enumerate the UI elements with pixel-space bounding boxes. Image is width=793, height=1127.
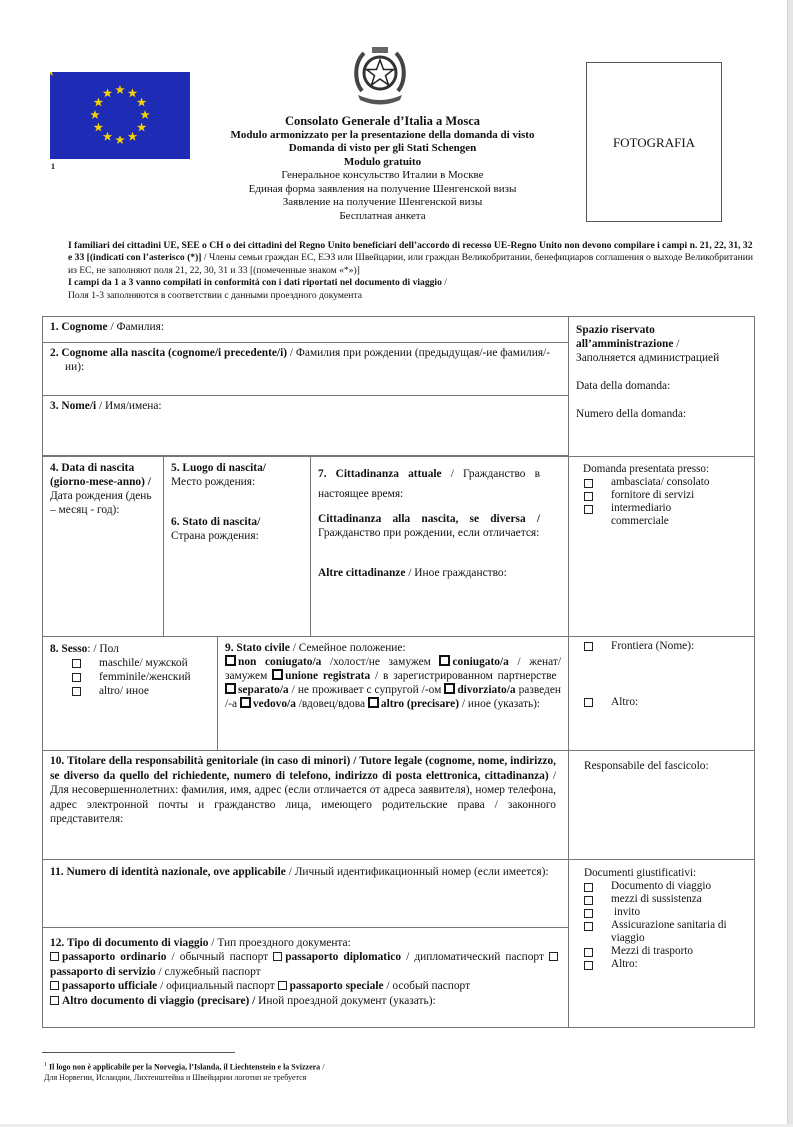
field-label: 1. Cognome [50, 321, 108, 333]
checkbox-icon[interactable] [584, 883, 593, 892]
field-label: 12. Tipo di documento di viaggio [50, 937, 209, 949]
consulate-name-ru: Генеральное консульство Италии в Москве [281, 169, 484, 181]
option-label: mezzi di sussistenza [611, 893, 702, 905]
field-2-surname-at-birth[interactable] [42, 342, 569, 396]
checkbox-other[interactable] [368, 697, 379, 708]
option-label: passaporto ufficiale [62, 980, 158, 993]
field-label-ru: / Гражданство в настоящее время: [318, 468, 540, 500]
form-title-ru: Единая форма заявления на получение Шенгенской визы [248, 182, 517, 195]
option-label-ru: / служебный паспорт [155, 965, 261, 978]
consulate-name: Consolato Generale d’Italia a Mosca [284, 114, 481, 128]
field-label: 5. Luogo di nascita/ [171, 462, 266, 474]
option-border[interactable] [584, 639, 746, 653]
field-label-ru: / Семейное положение: [289, 642, 406, 654]
field-11-national-id[interactable] [42, 859, 569, 928]
option-male[interactable] [72, 656, 210, 670]
checkbox-icon[interactable] [584, 505, 593, 514]
option-female[interactable] [72, 670, 210, 684]
checkbox-icon[interactable] [584, 948, 593, 957]
field-5-6-birthplace[interactable] [163, 456, 311, 637]
field-4-date-of-birth[interactable] [42, 456, 164, 637]
option-label: separato/a [238, 684, 289, 696]
intro-note-2: I campi da 1 a 3 vanno compilati in conformità con i dati riportati nel documento di viaggio [68, 277, 442, 289]
doc-travel-document[interactable] [584, 880, 746, 893]
field-5-place-of-birth[interactable] [171, 461, 303, 489]
field-label: 9. Stato civile [225, 642, 290, 654]
checkbox-icon[interactable] [584, 479, 593, 488]
doc-means-of-subsistence[interactable] [584, 893, 746, 906]
file-officer-label: Responsabile del fascicolo: [584, 760, 709, 772]
separator: / [673, 338, 680, 350]
checkbox-diplomatic-passport[interactable] [273, 952, 282, 961]
option-label: femminile/женский [99, 671, 191, 683]
field-label: 6. Stato di nascita/ [171, 516, 261, 528]
option-label-ru: /холост/не замужем [321, 656, 440, 668]
footnote [44, 1060, 324, 1084]
checkbox-icon[interactable] [584, 922, 593, 931]
field-label-ru: / Фамилия: [107, 321, 164, 333]
admin-supporting-documents [568, 859, 755, 1028]
option-label-ru: / иное (указать): [459, 698, 541, 710]
field-label: 8. Sesso [50, 643, 88, 655]
intro-note-1-ru: / Члены семьи граждан ЕС, ЕЭЗ или Швейцарии, или граждан Великобритании, бенефициаров соглашения о выходе Великобритании из ЕС, не заполняют поля 21, 22, 30, 31 и 33 [(помеченные знаком «*»)] [68, 252, 753, 276]
intro-note-2-ru: Поля 1-3 заполняются в соответствии с данными проездного документа [68, 289, 362, 301]
field-label-ru: / Личный идентификационный номер (если имеется): [285, 866, 549, 878]
option-admin-other[interactable] [584, 695, 746, 709]
checkbox-registered-partnership[interactable] [272, 669, 283, 680]
doc-other[interactable] [584, 958, 746, 971]
checkbox-icon[interactable] [584, 698, 593, 707]
photo-label: FOTOGRAFIA [612, 135, 696, 150]
doc-means-of-transport[interactable] [584, 945, 746, 958]
admin-submitted-at [568, 456, 755, 637]
separator: / [320, 1062, 325, 1072]
checkbox-service-passport[interactable] [549, 952, 558, 961]
checkbox-ordinary-passport[interactable] [50, 952, 59, 961]
option-label: coniugato/a [452, 656, 509, 668]
option-label: maschile/ мужской [99, 657, 188, 669]
field-1-surname[interactable] [42, 316, 569, 343]
option-label: divorziato/a [457, 684, 516, 696]
submitted-at-options [584, 476, 746, 528]
application-number-label: Numero della domanda: [576, 408, 687, 420]
field-label-ru: Гражданство при рождении, если отличается: [318, 527, 540, 539]
checkbox-separated[interactable] [225, 683, 236, 694]
admin-title-ru: Заполняется администрацией [576, 352, 720, 364]
field-12-travel-document-type [42, 927, 569, 1028]
field-8-sex [42, 636, 218, 751]
form-title: Modulo armonizzato per la presentazione della domanda di visto [230, 128, 535, 141]
intro-notes [50, 240, 755, 302]
option-label: Altro: [611, 696, 639, 708]
field-label: Cittadinanza alla nascita, se diversa / [318, 513, 540, 525]
checkbox-icon[interactable] [584, 492, 593, 501]
option-label: fornitore di servizi [611, 489, 695, 501]
field-label-ru: Место рождения: [171, 476, 256, 488]
field-label-ru: / Фамилия при рождении (предыдущая/-ие фамилия/-ии): [65, 347, 551, 373]
option-label: Assicurazione sanitaria di viaggio [611, 919, 727, 944]
footnote-divider [42, 1052, 235, 1053]
option-other[interactable] [72, 684, 210, 698]
italian-emblem-icon [350, 43, 410, 109]
checkbox-special-passport[interactable] [278, 981, 287, 990]
option-label-ru: / особый паспорт [383, 980, 471, 993]
checkbox-official-passport[interactable] [50, 981, 59, 990]
option-service-provider[interactable] [584, 489, 746, 502]
field-label-ru: Дата рождения (день – месяц - год): [50, 490, 152, 516]
option-label: altro (precisare) [380, 698, 460, 710]
field-label: Altre cittadinanze [318, 567, 406, 579]
field-10-parental-authority[interactable] [42, 750, 569, 860]
footnote-text-ru: Для Норвегии, Исландии, Лихтенштейна и Швейцарии логотип не требуется [44, 1073, 307, 1083]
admin-file-officer [568, 750, 755, 860]
submitted-at-label: Domanda presentata presso: [583, 463, 710, 475]
admin-section [568, 316, 755, 457]
form-header [200, 115, 565, 223]
separator: / [441, 277, 447, 289]
field-label: 11. Numero di identità nazionale, ove applicabile [50, 866, 286, 878]
option-embassy[interactable] [584, 476, 746, 489]
option-label-ru: / обычный паспорт [166, 951, 274, 964]
field-9-civil-status [217, 636, 569, 751]
field-label: 10. Titolare della responsabilità genitoriale (in caso di minori) / Tutore legale (cognome, nome, indirizzo, se diverso da quello del richiedente, numero di telefono, indirizzo di posta elettronica, cittadinanza) [50, 755, 556, 782]
intro-note-1: I familiari dei cittadini UE, SEE o CH o dei cittadini del Regno Unito beneficiari dell’accordo di recesso UE-Regno Unito non devono compilare i campi n. 21, 22, 31, 32 e 33 [(indicati con l’asterisco (*)] [68, 240, 753, 264]
eu-flag-icon [50, 72, 190, 159]
option-label: vedovo/a [252, 698, 296, 710]
option-label: passaporto diplomatico [285, 951, 402, 964]
checkbox-icon[interactable] [72, 673, 81, 682]
option-label-ru: Иной проездной документ (указать): [255, 994, 436, 1007]
option-label-ru: / в зарегистрированном партнерстве [370, 670, 557, 682]
option-label: passaporto di servizio [50, 965, 156, 978]
checkbox-icon[interactable] [72, 659, 81, 668]
option-label-ru: /вдовец/вдова [295, 698, 368, 710]
sex-options [50, 656, 210, 698]
field-3-first-names[interactable] [42, 395, 569, 456]
footnote-text: Il logo non è applicabile per la Norvegia, l’Islanda, il Liechtenstein e la Svizzera [49, 1062, 321, 1072]
free-form-label-ru: Бесплатная анкета [339, 209, 426, 222]
checkbox-divorced[interactable] [444, 683, 455, 694]
option-label: unione registrata [285, 670, 371, 682]
page-edge [787, 0, 793, 1127]
form-subtitle: Domanda di visto per gli Stati Schengen [288, 142, 477, 154]
form-subtitle-ru: Заявление на получение Шенгенской визы [282, 196, 483, 208]
option-label-ru: / дипломатический паспорт [401, 951, 550, 964]
field-label: 7. Cittadinanza attuale [318, 468, 442, 480]
option-label: invito [614, 906, 641, 918]
option-label: ambasciata/ consolato [611, 476, 710, 488]
option-label-ru: / не проживает с супругой /-ом [288, 684, 445, 696]
option-label-ru: / официальный паспорт [157, 980, 278, 993]
option-label: Altro: [611, 958, 638, 970]
checkbox-married[interactable] [439, 655, 450, 666]
supporting-documents-list [584, 880, 746, 971]
doc-invitation[interactable] [584, 906, 746, 919]
checkbox-other-travel-document[interactable] [50, 996, 59, 1005]
field-7-nationality[interactable] [310, 456, 569, 637]
field-label: 2. Cognome alla nascita (cognome/i precedente/i) [50, 347, 288, 359]
other-nationalities[interactable] [318, 566, 540, 580]
doc-travel-insurance[interactable] [584, 919, 746, 945]
option-label: altro/ иное [99, 685, 149, 697]
admin-border-other [568, 636, 755, 751]
photo-box [586, 62, 722, 222]
option-label-ru: разведен /-а [225, 684, 561, 710]
checkbox-icon[interactable] [584, 642, 593, 651]
field-label-ru: : / Пол [87, 643, 119, 655]
option-label: Altro documento di viaggio (precisare) / [62, 994, 256, 1007]
option-label: non coniugato/a [238, 656, 322, 668]
checkbox-icon[interactable] [584, 896, 593, 905]
checkbox-icon[interactable] [72, 687, 81, 696]
checkbox-icon[interactable] [584, 961, 593, 970]
option-label-ru: / женат/ замужем [225, 656, 561, 682]
field-6-country-of-birth[interactable] [171, 515, 303, 543]
field-label-ru: / Для несовершеннолетних: фамилия, имя, адрес (если отличается от адреса заявителя), номер телефона, адрес электронной почты и гражданство лица, имеющего родительские права / законного представителя: [50, 769, 557, 825]
field-label-ru: / Иное гражданство: [405, 567, 507, 579]
supporting-documents-label: Documenti giustificativi: [584, 867, 697, 879]
option-label: intermediario commerciale [611, 502, 672, 527]
option-label: Documento di viaggio [611, 880, 712, 892]
field-label-ru: Страна рождения: [171, 530, 259, 542]
checkbox-icon[interactable] [584, 909, 593, 918]
checkbox-widowed[interactable] [240, 697, 251, 708]
admin-title: Spazio riservato all’amministrazione [576, 324, 674, 350]
option-label: passaporto ordinario [62, 951, 167, 964]
option-commercial-intermediary[interactable] [584, 502, 746, 528]
field-label-ru: / Имя/имена: [96, 400, 162, 412]
flag-footnote-mark: 1 [51, 162, 55, 171]
option-label: passaporto speciale [289, 980, 384, 993]
option-label: Mezzi di trasporto [611, 945, 694, 957]
free-form-label: Modulo gratuito [343, 155, 422, 168]
footnote-mark: 1 [44, 1062, 47, 1068]
field-label: 3. Nome/i [50, 400, 97, 412]
nationality-at-birth[interactable] [318, 512, 540, 540]
checkbox-single[interactable] [225, 655, 236, 666]
field-label-ru: / Тип проездного документа: [208, 937, 351, 949]
option-label: Frontiera (Nome): [611, 640, 695, 652]
application-date-label: Data della domanda: [576, 380, 671, 392]
field-label: 4. Data di nascita (giorno-mese-anno) / [50, 462, 151, 488]
